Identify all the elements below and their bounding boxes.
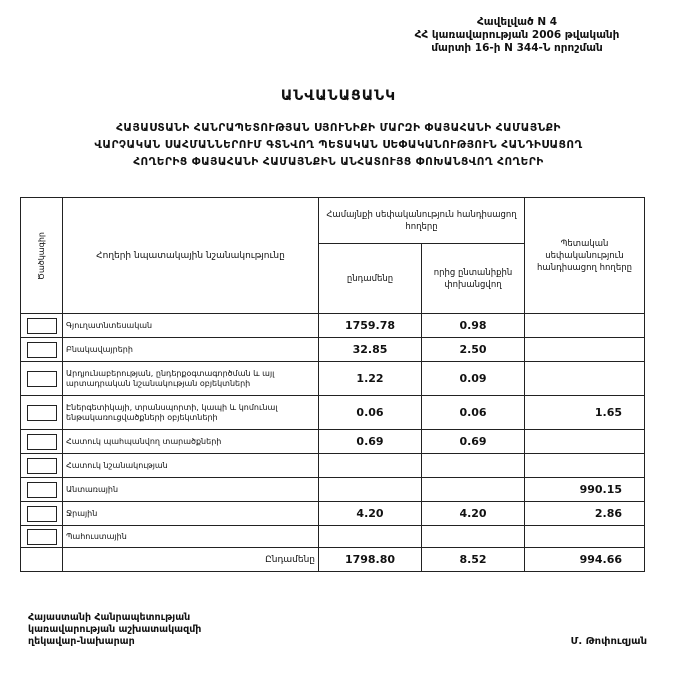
included-value (422, 478, 525, 502)
header-included: որից ընտանիքին փոխանցվող (422, 244, 525, 314)
total-value: 0.69 (319, 430, 422, 454)
header-community-land: Համայնքի սեփականություն հանդիսացող հողերը (319, 198, 525, 244)
code-cell (21, 454, 63, 478)
table-row (21, 526, 645, 548)
header-total: ընդամենը (319, 244, 422, 314)
document-subtitle (20, 120, 657, 171)
subtitle-line-1: ՀԱՅԱՍՏԱՆԻ ՀԱՆՐԱՊԵՏՈՒԹՅԱՆ ՍՅՈՒՆԻՔԻ ՄԱՐԶԻ ՓԱՅԱՀԱՆԻ ՀԱՄԱՅՆՔԻ (116, 122, 561, 134)
code-cell (21, 478, 63, 502)
table-row (21, 362, 645, 396)
totals-state-value: 994.66 (525, 548, 645, 572)
state-value: 990.15 (525, 478, 645, 502)
included-value: 0.69 (422, 430, 525, 454)
signatory-line-3: ղեկավար-նախարար (28, 636, 135, 647)
included-value: 0.09 (422, 362, 525, 396)
code-box (27, 482, 57, 498)
code-box (27, 529, 57, 545)
table-row (21, 454, 645, 478)
header-code: Ծածկագիր (21, 198, 63, 314)
state-value (525, 362, 645, 396)
code-cell (21, 430, 63, 454)
total-value (319, 526, 422, 548)
annex-header (387, 16, 647, 55)
included-value (422, 526, 525, 548)
total-value: 0.06 (319, 396, 422, 430)
included-value: 2.50 (422, 338, 525, 362)
annex-decision-line: ՀՀ կառավարության 2006 թվականի (414, 29, 620, 41)
state-value (525, 430, 645, 454)
state-value: 1.65 (525, 396, 645, 430)
state-value (525, 314, 645, 338)
code-cell (21, 502, 63, 526)
table-row (21, 396, 645, 430)
code-box (27, 506, 57, 522)
code-cell (21, 338, 63, 362)
land-type-name: Անտառային (63, 478, 319, 502)
land-type-name: Պահուստային (63, 526, 319, 548)
table-row (21, 338, 645, 362)
code-cell (21, 362, 63, 396)
code-cell (21, 396, 63, 430)
code-box (27, 342, 57, 358)
totals-included-value: 8.52 (422, 548, 525, 572)
header-state-land: Պետական սեփականություն հանդիսացող հողերը (525, 198, 645, 314)
included-value: 0.06 (422, 396, 525, 430)
table-row (21, 478, 645, 502)
total-value: 4.20 (319, 502, 422, 526)
included-value: 4.20 (422, 502, 525, 526)
signatory-name: Մ. Թոփուզյան (570, 636, 647, 647)
annex-date-line: մարտի 16-ի N 344-Ն որոշման (431, 42, 603, 54)
total-value: 1.22 (319, 362, 422, 396)
land-type-name: Էներգետիկայի, տրանսպորտի, կապի և կոմունալ ենթակառուցվածքների օբյեկտների (63, 396, 319, 430)
totals-total-value: 1798.80 (319, 548, 422, 572)
signatory-title (28, 612, 201, 648)
code-box (27, 458, 57, 474)
total-value (319, 454, 422, 478)
annex-number: Հավելված N 4 (476, 16, 558, 28)
subtitle-line-3: ՀՈՂԵՐԻՑ ՓԱՅԱՀԱՆԻ ՀԱՄԱՅՆՔԻՆ ԱՆՀԱՏՈՒՅՑ ՓՈԽԱՆՑՎՈՂ ՀՈՂԵՐԻ (133, 156, 544, 168)
code-box (27, 371, 57, 387)
state-value (525, 526, 645, 548)
signatory-line-1: Հայաստանի Հանրապետության (28, 612, 191, 623)
subtitle-line-2: ՎԱՐՉԱԿԱՆ ՍԱՀՄԱՆՆԵՐՈՒՄ ԳՏՆՎՈՂ ՊԵՏԱԿԱՆ ՍԵՓԱԿԱՆՈՒԹՅՈՒՆ ՀԱՆԴԻՍԱՑՈՂ (94, 139, 583, 151)
code-box (27, 434, 57, 450)
total-value: 1759.78 (319, 314, 422, 338)
total-value: 32.85 (319, 338, 422, 362)
land-type-name: Հատուկ պահպանվող տարածքների (63, 430, 319, 454)
table-row (21, 502, 645, 526)
state-value (525, 338, 645, 362)
land-table (20, 197, 645, 572)
land-type-name: Ջրային (63, 502, 319, 526)
land-type-name: Գյուղատնտեսական (63, 314, 319, 338)
document-title: ԱՆՎԱՆԱՑԱՆԿ (280, 88, 397, 104)
state-value (525, 454, 645, 478)
signatory-line-2: կառավարության աշխատակազմի (28, 624, 202, 635)
included-value (422, 454, 525, 478)
state-value: 2.86 (525, 502, 645, 526)
code-cell (21, 314, 63, 338)
land-type-name: Բնակավայրերի (63, 338, 319, 362)
land-type-name: Հատուկ նշանակության (63, 454, 319, 478)
header-land-purpose: Հողերի նպատակային նշանակությունը (63, 198, 319, 314)
table-row (21, 314, 645, 338)
totals-row (21, 548, 645, 572)
code-cell (21, 526, 63, 548)
code-box (27, 405, 57, 421)
included-value: 0.98 (422, 314, 525, 338)
code-cell (21, 548, 63, 572)
table-row (21, 430, 645, 454)
code-box (27, 318, 57, 334)
total-value (319, 478, 422, 502)
land-type-name: Արդյունաբերության, ընդերքօգտագործման և այլ արտադրական նշանակության օբյեկտների (63, 362, 319, 396)
totals-label: Ընդամենը (63, 548, 319, 572)
